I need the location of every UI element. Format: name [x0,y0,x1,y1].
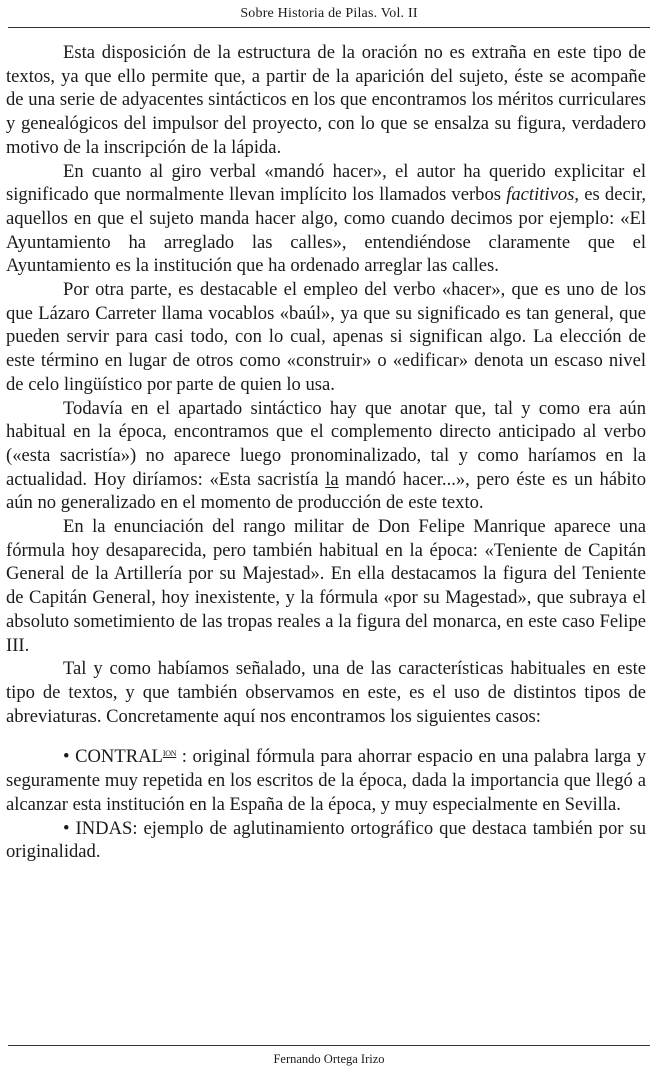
spacer [6,728,646,742]
paragraph-text: En cuanto al giro verbal «mandó hacer», el autor ha querido explicitar el significado que normalmente llevan implícito los llamados verbos [6,160,646,206]
running-title: Sobre Historia de Pilas. Vol. II [240,6,418,21]
underlined-word: la [325,468,339,490]
list-item [6,742,646,816]
abbreviation-description: : original fórmula para ahorrar espacio en una palabra larga y seguramente muy repetida en los escritos de la época, dada la importancia que llegó a alcanzar esta institución en la España de la época, y muy especialmente en Sevilla. [6,746,646,815]
body-text [6,41,646,864]
list-item [6,817,646,864]
paragraph-syntax [6,397,646,516]
paragraph-military-rank: En la enunciación del rango militar de Don Felipe Manrique aparece una fórmula hoy desaparecida, pero también habitual en la época: «Teniente de Capitán General de la Artillería por su Majestad». En ella destacamos la figura del Teniente de Capitán General, hoy inexistente, y la fórmula «por su Magestad», que subraya el absoluto sometimiento de las tropas reales a la figura del monarca, en este caso Felipe III. [6,516,646,656]
footer-author: Fernando Ortega Irizo [273,1052,385,1066]
paragraph-text: Todavía en el apartado sintáctico hay que anotar que, tal y como era aún habitual en la época, encontramos que el complemento directo anticipado al verbo («esta sacristía») no aparece luego pronominalizado, tal y como haríamos en la actualidad. Hoy diríamos: «Esta sacristía [6,397,646,490]
paragraph-sentence-structure: Esta disposición de la estructura de la oración no es extraña en este tipo de textos, ya que ello permite que, a partir de la aparición del sujeto, éste se acompañe de una serie de adyacentes sintácticos en los que encontramos los méritos curriculares y genealógicos del impulsor del proyecto, con lo que se ensalza su figura, verdadero motivo de la inscripción de la lápida. [6,42,646,158]
abbreviation-superscript: ION [162,749,177,759]
paragraph-verb-hacer: Por otra parte, es destacable el empleo del verbo «hacer», que es uno de los que Lázaro Carreter llama vocablos «baúl», ya que su significado es tan general, que pueden servir para casi todo, con lo cual, apenas si significan algo. La elección de este término en lugar de otros como «construir» o «edificar» denota un escaso nivel de celo lingüístico por parte de quien lo usa. [6,279,646,395]
abbreviation-term: CONTRAL [75,746,163,768]
abbreviation-term: INDAS [75,817,133,839]
paragraph-text: , es decir, aquellos en que el sujeto manda hacer algo, como cuando decimos por ejemplo: «El Ayuntamiento ha arreglado las calles», entendiéndose claramente que el Ayuntamiento es la institución que ha ordenado arreglar las calles. [6,184,646,277]
abbreviation-description: : ejemplo de aglutinamiento ortográfico que destaca también por su originalidad. [6,817,646,863]
bullet: • [63,746,70,768]
header-rule [8,27,650,28]
paragraph-abbreviations: Tal y como habíamos señalado, una de las características habituales en este tipo de textos, y que también observamos en este, es el uso de distintos tipos de abreviaturas. Concretamente aquí nos encontramos los siguientes casos: [6,658,646,727]
italic-term: factitivos [506,184,575,206]
footer-rule [8,1045,650,1046]
paragraph-factitive-verbs [6,160,646,279]
bullet: • [63,817,70,839]
paragraph-text: mandó hacer...», pero éste es un hábito aún no generalizado en el momento de producción de este texto. [6,468,647,514]
